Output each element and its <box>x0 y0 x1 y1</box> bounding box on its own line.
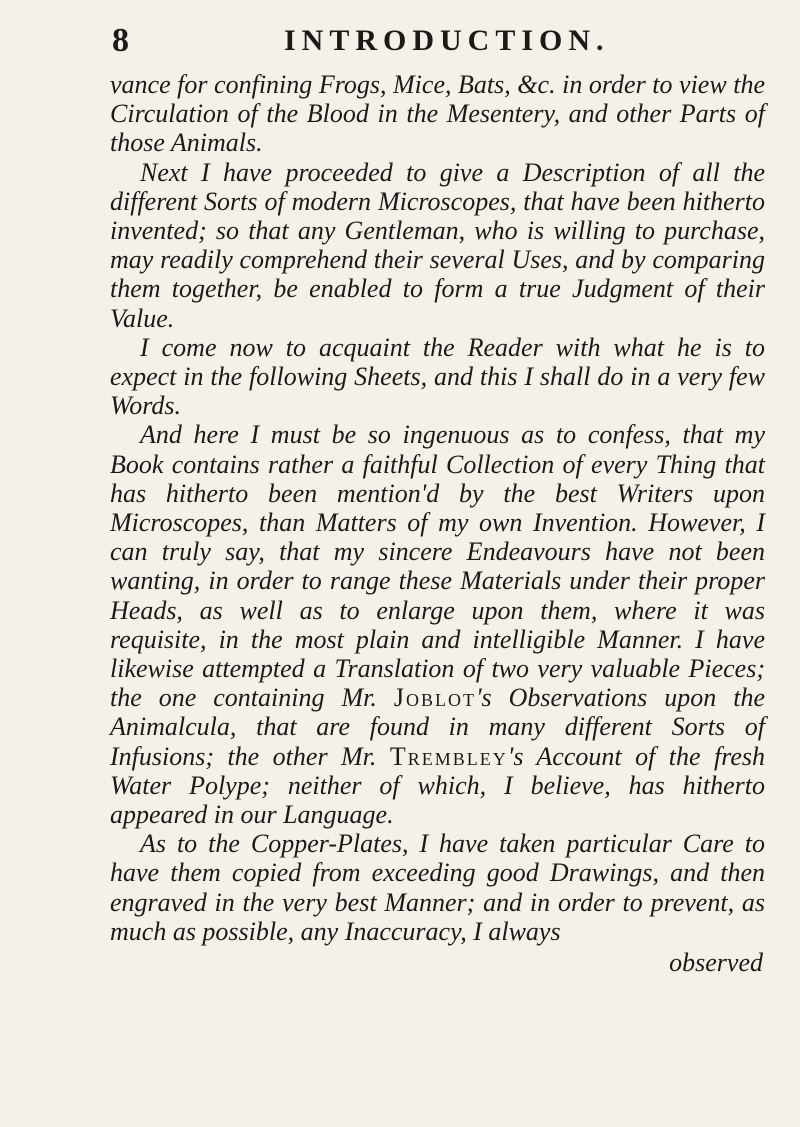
paragraph-3: I come now to acquaint the Reader with what he is to expect in the following Sheets, and this I shall do in a very few Words. <box>110 332 765 421</box>
running-head: INTRODUCTION. <box>284 24 610 57</box>
paragraph-4-part-b: 's Observations upon the Animalcula, that are found in many different Sorts of Infusions; the other Mr. <box>110 683 765 771</box>
author-name-joblot: Joblot <box>393 683 476 713</box>
paragraph-4-part-a: And here I must be so ingenuous as to confess, that my Book contains rather a faithful Collection of every Thing that has hitherto been mention'd by the best Writers upon Microscopes, than Matters of my own Invention. However, I can truly say, that my sincere Endeavours have not been wanting, in order to range these Materials under their proper Heads, as well as to enlarge upon them, where it was requisite, in the most plain and intelligible Manner. I have likewise attempted a Translation of two very valuable Pieces; the one containing Mr. <box>110 420 765 713</box>
paragraph-4-part-c: 's Account of the fresh Water Polype; neither of which, I believe, has hitherto appeared in our Language. <box>110 741 766 830</box>
paragraph-1: vance for confining Frogs, Mice, Bats, &c. in order to view the Circulation of the Blood in the Mesentery, and other Parts of those Animals. <box>110 70 765 158</box>
page-number: 8 <box>112 22 130 59</box>
page-header <box>112 22 760 62</box>
paragraph-2: Next I have proceeded to give a Description of all the different Sorts of modern Microscopes, that have been hitherto invented; so that any Gentleman, who is willing to purchase, may readily comprehend their several Uses, and by comparing them together, be enabled to form a true Judgment of their Value. <box>110 157 765 333</box>
body-text <box>110 70 765 977</box>
author-name-trembley: Trembley <box>389 741 508 771</box>
paragraph-4 <box>110 420 765 829</box>
paragraph-5: As to the Copper-Plates, I have taken particular Care to have them copied from exceeding good Drawings, and then engraved in the very best Manner; and in order to prevent, as much as possible, any Inaccuracy, I always <box>110 829 765 946</box>
catchword: observed <box>669 948 763 978</box>
